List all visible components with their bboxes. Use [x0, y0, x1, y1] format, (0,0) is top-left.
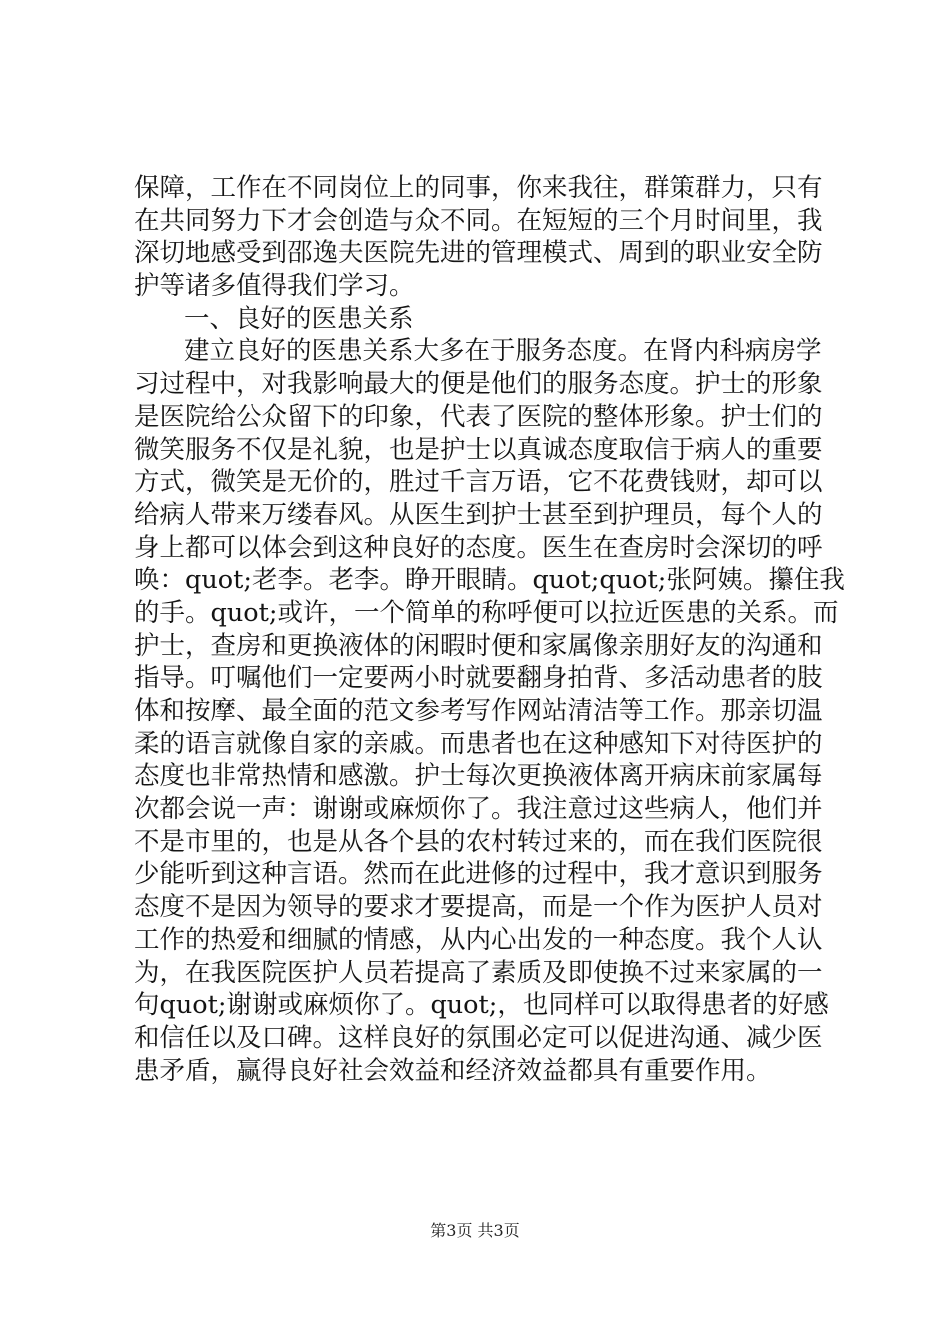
text-line: 态度不是因为领导的要求才要提高，而是一个作为医护人员对	[134, 892, 823, 923]
text-line: 方式，微笑是无价的，胜过千言万语，它不花费钱财，却可以	[134, 467, 823, 498]
text-line: 少能听到这种言语。然而在此进修的过程中，我才意识到服务	[134, 859, 823, 890]
text-line: 保障，工作在不同岗位上的同事，你来我往，群策群力，只有	[134, 173, 823, 203]
text-line: 次都会说一声：谢谢或麻烦你了。我注意过这些病人，他们并	[134, 794, 823, 825]
text-line: 和信任以及口碑。这样良好的氛围必定可以促进沟通、减少医	[134, 1022, 823, 1053]
text-line: 指导。叮嘱他们一定要两小时就要翻身拍背、多活动患者的肢	[134, 663, 823, 694]
text-line: 护士，查房和更换液体的闲暇时便和家属像亲朋好友的沟通和	[134, 630, 823, 661]
text-line: 唤：quot;老李。老李。睁开眼睛。quot;quot;张阿姨。攥住我	[134, 565, 845, 596]
text-line: 柔的语言就像自家的亲戚。而患者也在这种感知下对待医护的	[134, 728, 823, 759]
text-line: 微笑服务不仅是礼貌，也是护士以真诚态度取信于病人的重要	[134, 434, 823, 465]
text-line: 护等诸多值得我们学习。	[134, 271, 415, 302]
text-line: 句quot;谢谢或麻烦你了。quot;，也同样可以取得患者的好感	[134, 990, 829, 1021]
text-line: 建立良好的医患关系大多在于服务态度。在肾内科病房学	[184, 336, 822, 367]
text-line: 体和按摩、最全面的范文参考写作网站清洁等工作。那亲切温	[134, 696, 823, 726]
text-line: 给病人带来万缕春风。从医生到护士甚至到护理员，每个人的	[134, 499, 823, 530]
text-line: 为，在我医院医护人员若提高了素质及即使换不过来家属的一	[134, 957, 823, 988]
text-line: 的手。quot;或许，一个简单的称呼便可以拉近医患的关系。而	[134, 597, 839, 628]
text-line: 是医院给公众留下的印象，代表了医院的整体形象。护士们的	[134, 401, 823, 432]
document-body	[134, 172, 845, 1087]
text-line: 不是市里的，也是从各个县的农村转过来的，而在我们医院很	[134, 826, 823, 857]
text-line: 习过程中，对我影响最大的便是他们的服务态度。护士的形象	[134, 369, 823, 400]
text-line: 患矛盾，赢得良好社会效益和经济效益都具有重要作用。	[134, 1055, 772, 1086]
page-number-footer: 第3页 共3页	[430, 1221, 520, 1240]
text-line: 态度也非常热情和感激。护士每次更换液体离开病床前家属每	[134, 761, 823, 792]
text-line: 深切地感受到邵逸夫医院先进的管理模式、周到的职业安全防	[134, 238, 823, 269]
section-heading: 一、良好的医患关系	[184, 303, 414, 334]
text-line: 身上都可以体会到这种良好的态度。医生在查房时会深切的呼	[134, 532, 823, 563]
text-line: 在共同努力下才会创造与众不同。在短短的三个月时间里，我	[134, 205, 823, 236]
text-line: 工作的热爱和细腻的情感，从内心出发的一种态度。我个人认	[134, 924, 823, 955]
